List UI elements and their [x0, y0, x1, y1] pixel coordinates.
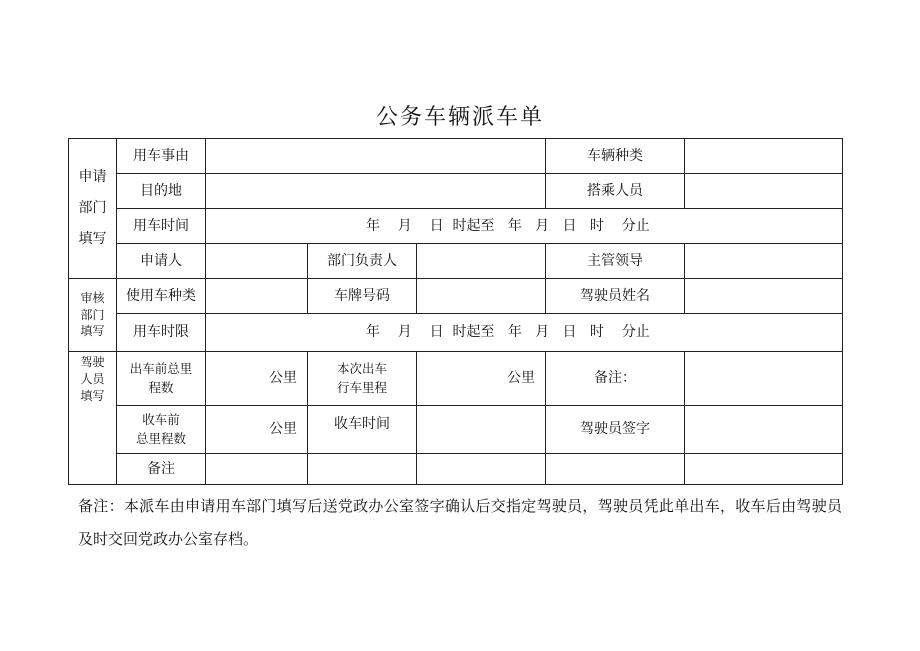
input-remarks-1[interactable]	[206, 454, 308, 485]
label-remarks-inline: 备注：	[546, 352, 685, 406]
label-destination: 目的地	[117, 174, 206, 209]
input-assigned-vehicle-type[interactable]	[206, 279, 308, 314]
input-odometer-before[interactable]: 公里	[206, 352, 308, 406]
input-odometer-return[interactable]: 公里	[206, 406, 308, 454]
label-odometer-return: 收车前 总里程数	[117, 406, 206, 454]
input-driver-signature[interactable]	[685, 406, 843, 454]
section-applicant-label: 申请 部门 填写	[69, 139, 117, 279]
label-plate-number: 车牌号码	[308, 279, 417, 314]
input-plate-number[interactable]	[417, 279, 546, 314]
label-applicant: 申请人	[117, 244, 206, 279]
input-remarks-5[interactable]	[685, 454, 843, 485]
label-driver-signature: 驾驶员签字	[546, 406, 685, 454]
input-return-time[interactable]	[417, 406, 546, 454]
dispatch-form-table	[68, 138, 843, 485]
label-use-period: 用车时限	[117, 314, 206, 352]
input-remarks-4[interactable]	[546, 454, 685, 485]
label-return-time: 收车时间	[308, 406, 417, 454]
input-remarks-2[interactable]	[308, 454, 417, 485]
label-remarks: 备注	[117, 454, 206, 485]
section-driver-label: 驾驶 人员 填写	[69, 352, 117, 485]
label-supervisor: 主管领导	[546, 244, 685, 279]
label-passengers: 搭乘人员	[546, 174, 685, 209]
input-driver-name[interactable]	[685, 279, 843, 314]
label-use-time: 用车时间	[117, 209, 206, 244]
label-assigned-vehicle-type: 使用车种类	[117, 279, 206, 314]
label-reason: 用车事由	[117, 139, 206, 174]
input-use-period[interactable]: 年 月 日 时起至 年 月 日 时 分止	[206, 314, 843, 352]
input-supervisor[interactable]	[685, 244, 843, 279]
form-title: 公务车辆派车单	[375, 105, 544, 130]
section-reviewer-label: 审核 部门 填写	[69, 279, 117, 352]
input-applicant[interactable]	[206, 244, 308, 279]
label-odometer-before: 出车前总里 程数	[117, 352, 206, 406]
footnote: 备注：本派车由申请用车部门填写后送党政办公室签字确认后交指定驾驶员，驾驶员凭此单出车，收车后由驾驶员及时交回党政办公室存档。	[78, 497, 842, 548]
label-driver-name: 驾驶员姓名	[546, 279, 685, 314]
input-remarks-3[interactable]	[417, 454, 546, 485]
input-remarks-inline[interactable]	[685, 352, 843, 406]
input-passengers[interactable]	[685, 174, 843, 209]
input-reason[interactable]	[206, 139, 546, 174]
input-vehicle-type[interactable]	[685, 139, 843, 174]
input-destination[interactable]	[206, 174, 546, 209]
input-use-time[interactable]: 年 月 日 时起至 年 月 日 时 分止	[206, 209, 843, 244]
label-trip-distance: 本次出车 行车里程	[308, 352, 417, 406]
input-trip-distance[interactable]: 公里	[417, 352, 546, 406]
input-dept-head[interactable]	[417, 244, 546, 279]
label-dept-head: 部门负责人	[308, 244, 417, 279]
label-vehicle-type: 车辆种类	[546, 139, 685, 174]
